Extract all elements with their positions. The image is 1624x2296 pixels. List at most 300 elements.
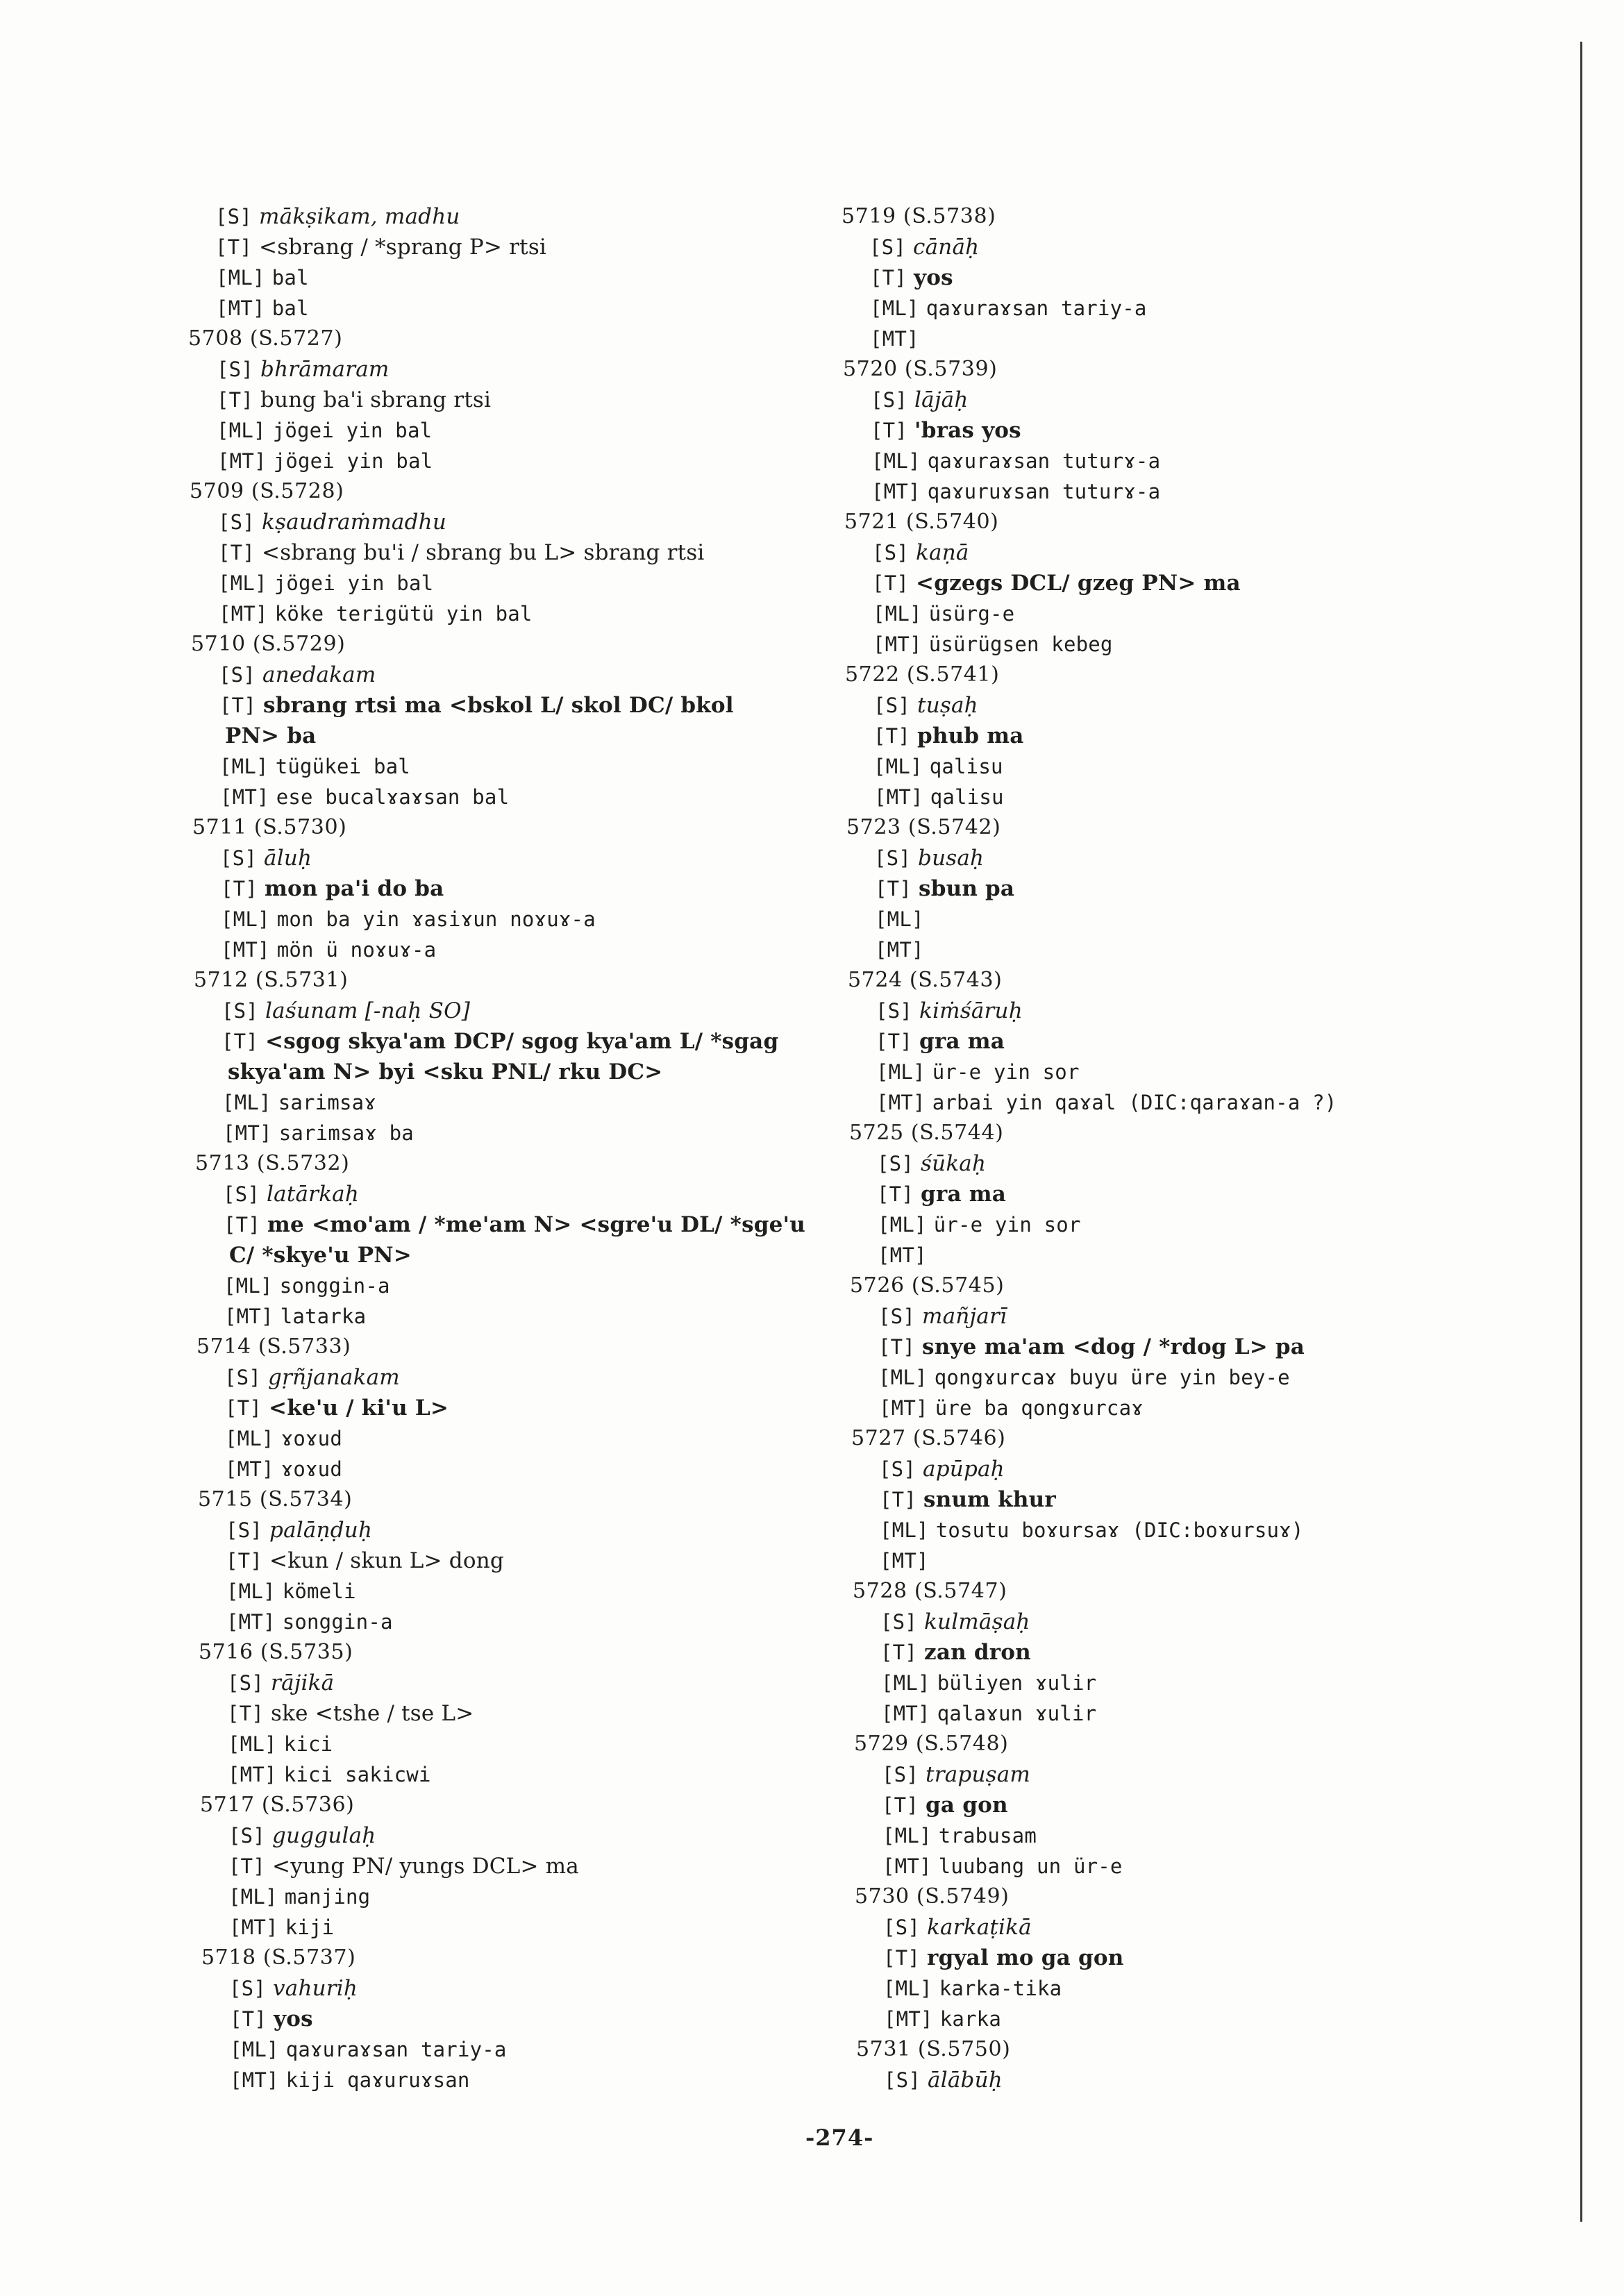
field-tag: [S] [883, 1916, 920, 1939]
right-column [842, 201, 1337, 2095]
entry-number [842, 2034, 1337, 2065]
field-tag: [ML] [226, 1579, 276, 1603]
field-line [187, 537, 805, 568]
field-value: sbun pa [919, 876, 1015, 901]
field-line [842, 446, 1337, 476]
field-tag: [ML] [876, 1060, 926, 1084]
entry-number-text: 5721 (S.5740) [844, 510, 999, 534]
field-tag: [S] [877, 1152, 914, 1175]
field-value: üsürg-e [928, 602, 1015, 626]
field-value: ese bucalɤaɤsan bal [276, 785, 510, 809]
field-line [187, 2065, 805, 2095]
field-tag: [T] [215, 235, 252, 259]
field-line [187, 1393, 805, 1423]
entry-number-text: 5730 (S.5749) [855, 1884, 1010, 1909]
field-tag: [T] [221, 1030, 258, 1053]
field-tag: [ML] [219, 755, 269, 778]
field-value: arbai yin qaɤal (DIC:qaraɤan-a ?) [932, 1091, 1337, 1114]
field-tag: [T] [875, 877, 912, 900]
entry-number-text: 5722 (S.5741) [845, 662, 1000, 687]
entry-number-text: 5725 (S.5744) [849, 1121, 1004, 1145]
field-value: ür-e yin sor [933, 1213, 1081, 1237]
entry-number-text: 5724 (S.5743) [848, 968, 1003, 992]
field-tag: [ML] [230, 2038, 279, 2061]
field-value: luubang un ür-e [938, 1854, 1123, 1878]
field-value: tügükei bal [275, 755, 410, 778]
field-line [842, 721, 1337, 751]
entry-number [187, 476, 805, 507]
field-line [842, 2065, 1337, 2095]
field-tag: [MT] [230, 2068, 279, 2092]
entry-number [187, 1332, 805, 1362]
field-value: mon ba yin ɤasiɤun noɤuɤ-a [276, 907, 596, 931]
field-value: köke terigütü yin bal [274, 602, 533, 626]
entry-number [842, 1423, 1337, 1454]
field-tag: [T] [224, 1213, 260, 1237]
field-value: snye ma'am <dog / *rdog L> pa [922, 1334, 1305, 1359]
field-value: anedakam [262, 662, 376, 687]
field-line [842, 1943, 1337, 1973]
field-line [187, 2004, 805, 2034]
field-value: guggulaḥ [272, 1823, 376, 1848]
field-line [842, 1790, 1337, 1820]
field-tag: [MT] [221, 938, 270, 962]
entry-number [842, 507, 1337, 537]
field-line [842, 690, 1337, 721]
field-value: kici [283, 1732, 333, 1756]
field-tag: [S] [224, 1366, 261, 1389]
field-value: kömeli [282, 1579, 356, 1603]
left-column [187, 201, 805, 2095]
field-line [187, 660, 805, 690]
field-tag: [T] [230, 2007, 267, 2031]
field-value: bal [271, 296, 309, 320]
field-line [842, 1087, 1337, 1118]
field-tag: [T] [882, 1793, 919, 1817]
field-value: śūkaḥ [921, 1151, 987, 1176]
entry-number-text: 5708 (S.5727) [188, 326, 343, 351]
field-tag: [MT] [880, 1549, 929, 1573]
field-line [842, 476, 1337, 507]
entry-number [842, 354, 1337, 385]
field-tag: [MT] [226, 1610, 276, 1634]
field-line [842, 262, 1337, 293]
field-tag: [ML] [880, 1518, 929, 1542]
field-value: jögei yin bal [274, 571, 434, 595]
field-value: sarimsaɤ [278, 1091, 376, 1114]
entry-number [187, 812, 805, 843]
field-tag: [T] [873, 724, 910, 748]
field-tag: [T] [872, 571, 909, 595]
field-line [842, 1148, 1337, 1179]
field-line [187, 996, 805, 1026]
entry-number [187, 1148, 805, 1179]
field-line [842, 1332, 1337, 1362]
entry-number [842, 965, 1337, 996]
field-tag: [S] [220, 846, 257, 870]
field-line [842, 2004, 1337, 2034]
field-line [842, 232, 1337, 262]
field-tag: [MT] [223, 1121, 272, 1145]
field-value: ɤoɤud [281, 1457, 343, 1481]
field-tag: [ML] [878, 1213, 927, 1237]
field-value: karkaṭikā [927, 1915, 1032, 1940]
field-value: jögei yin bal [273, 449, 433, 473]
field-line [187, 1668, 805, 1698]
field-line [842, 1820, 1337, 1851]
field-value: mākṣikam, madhu [259, 204, 460, 229]
field-line [842, 415, 1337, 446]
field-tag: [T] [877, 1182, 914, 1206]
field-line [842, 1454, 1337, 1484]
field-tag: [MT] [871, 480, 921, 503]
entry-number-text: 5709 (S.5728) [190, 479, 344, 503]
field-line [187, 1851, 805, 1882]
field-tag: [MT] [878, 1243, 927, 1267]
field-tag: [ML] [221, 907, 270, 931]
entry-number-text: 5713 (S.5732) [195, 1151, 350, 1175]
entry-number [187, 629, 805, 660]
field-tag: [S] [882, 1763, 919, 1786]
field-value: manjing [284, 1885, 371, 1909]
field-line [187, 354, 805, 385]
field-line [187, 1118, 805, 1148]
field-value: <gzegs DCL/ gzeg PN> ma [916, 571, 1241, 596]
field-value: trabusam [938, 1824, 1037, 1847]
field-tag: [MT] [882, 1854, 932, 1878]
field-line [842, 629, 1337, 660]
field-tag: [MT] [876, 1091, 926, 1114]
field-line [842, 1393, 1337, 1423]
field-line [187, 1882, 805, 1912]
field-value: apūpaḥ [923, 1457, 1005, 1482]
field-tag: [S] [880, 1610, 917, 1634]
field-value: kṣaudraṁmadhu [262, 510, 446, 535]
entry-number [187, 1637, 805, 1668]
entry-number [842, 1118, 1337, 1148]
field-tag: [T] [218, 541, 255, 564]
field-line [842, 1698, 1337, 1729]
field-line [187, 1973, 805, 2004]
field-tag: [S] [229, 1977, 266, 2000]
entry-number [842, 812, 1337, 843]
field-value: bal [271, 266, 309, 290]
field-line [187, 1607, 805, 1637]
field-line [842, 1545, 1337, 1576]
field-line [187, 843, 805, 873]
field-line [187, 1209, 805, 1240]
field-tag: [T] [219, 694, 256, 717]
field-line [187, 873, 805, 904]
field-value: jögei yin bal [272, 419, 433, 442]
field-value: kulmāṣaḥ [924, 1609, 1030, 1634]
field-tag: [MT] [879, 1396, 928, 1420]
field-tag: [S] [215, 205, 252, 228]
field-line [187, 232, 805, 262]
entry-number-text: 5715 (S.5734) [198, 1487, 353, 1511]
field-value: qaɤuraɤsan tariy-a [285, 2038, 507, 2061]
field-line [842, 782, 1337, 812]
field-line [842, 385, 1337, 415]
entry-number-text: 5710 (S.5729) [191, 632, 346, 656]
field-value: qalisu [929, 755, 1003, 778]
field-line [842, 996, 1337, 1026]
entry-number-text: 5711 (S.5730) [192, 815, 347, 839]
field-value: kiji qaɤuruɤsan [285, 2068, 470, 2092]
field-line [842, 1209, 1337, 1240]
field-line [842, 1484, 1337, 1515]
field-line [187, 1271, 805, 1301]
field-tag: [ML] [224, 1274, 273, 1298]
field-line [187, 1759, 805, 1790]
field-line [842, 537, 1337, 568]
field-line [842, 904, 1337, 935]
field-tag: [MT] [228, 1763, 277, 1786]
field-value: snum khur [923, 1487, 1056, 1512]
field-tag: [S] [226, 1518, 262, 1542]
field-tag: [T] [871, 419, 907, 442]
field-value: mon pa'i do ba [265, 876, 444, 901]
continuation-line [187, 721, 805, 751]
field-value: kici sakicwi [283, 1763, 431, 1786]
field-value: qaɤuraɤsan tariy-a [926, 296, 1147, 320]
field-tag: [ML] [870, 296, 919, 320]
field-tag: [S] [873, 694, 910, 717]
entry-number-text: 5723 (S.5742) [846, 815, 1001, 839]
field-tag: [S] [871, 388, 907, 412]
margin-rule [1580, 42, 1582, 2222]
field-tag: [ML] [228, 1732, 277, 1756]
field-line [842, 1668, 1337, 1698]
field-value: latarka [280, 1305, 367, 1328]
field-value: kiṁśāruḥ [919, 998, 1023, 1023]
field-line [842, 1759, 1337, 1790]
field-value: qaɤuraɤsan tuturɤ-a [927, 449, 1161, 473]
field-line [187, 751, 805, 782]
field-value: āluḥ [264, 846, 312, 871]
field-tag: [T] [878, 1335, 915, 1359]
field-line [842, 324, 1337, 354]
field-value: tuṣaḥ [917, 693, 978, 718]
field-line [187, 1362, 805, 1393]
field-value: ske <tshe / tse L> [271, 1701, 474, 1726]
field-line [842, 293, 1337, 324]
entry-number-text: 5731 (S.5750) [856, 2037, 1011, 2061]
field-value: zan dron [924, 1640, 1031, 1665]
field-value: üre ba qongɤurcaɤ [935, 1396, 1144, 1420]
field-line [187, 904, 805, 935]
field-tag: [T] [217, 388, 253, 412]
field-line [842, 751, 1337, 782]
entry-number-text: 5728 (S.5747) [853, 1579, 1007, 1603]
field-line [842, 1057, 1337, 1087]
field-tag: [S] [217, 358, 253, 381]
field-tag: [ML] [871, 449, 921, 473]
field-value: ga gon [926, 1793, 1008, 1818]
field-line [842, 1973, 1337, 2004]
entry-number [842, 201, 1337, 232]
field-value: qalisu [930, 785, 1004, 809]
entry-number [842, 1576, 1337, 1607]
field-value: cānāḥ [913, 235, 980, 260]
field-line [842, 1026, 1337, 1057]
field-tag: [S] [227, 1671, 264, 1695]
field-tag: [MT] [884, 2007, 933, 2031]
field-value: <yung PN/ yungs DCL> ma [272, 1854, 579, 1879]
entry-number [187, 1484, 805, 1515]
continuation-text: C/ *skye'u PN> [229, 1243, 412, 1268]
field-tag: [MT] [229, 1916, 278, 1939]
field-value: gra ma [919, 1029, 1005, 1054]
field-value: gṛñjanakam [268, 1365, 400, 1390]
field-tag: [ML] [228, 1885, 278, 1909]
field-value: trapuṣam [926, 1762, 1031, 1787]
field-line [842, 1912, 1337, 1943]
field-line [187, 2034, 805, 2065]
field-line [187, 1515, 805, 1545]
field-line [187, 262, 805, 293]
field-value: kiji [285, 1916, 335, 1939]
field-tag: [ML] [875, 907, 924, 931]
entry-number [842, 1729, 1337, 1759]
field-line [187, 690, 805, 721]
field-value: 'bras yos [914, 418, 1021, 443]
field-tag: [MT] [224, 1305, 274, 1328]
field-tag: [MT] [219, 602, 268, 626]
entry-number-text: 5712 (S.5731) [194, 968, 349, 992]
field-value: üsürügsen kebeg [928, 632, 1113, 656]
field-tag: [ML] [222, 1091, 271, 1114]
field-value: rājikā [271, 1670, 335, 1695]
field-line [842, 1179, 1337, 1209]
field-tag: [T] [880, 1488, 916, 1511]
field-tag: [S] [879, 1457, 916, 1481]
entry-number-text: 5727 (S.5746) [851, 1426, 1006, 1450]
entry-number [187, 324, 805, 354]
field-value: ālābūḥ [928, 2068, 1003, 2093]
field-line [187, 782, 805, 812]
field-value: qalaɤun ɤulir [937, 1702, 1097, 1725]
field-tag: [MT] [220, 785, 269, 809]
field-line [187, 507, 805, 537]
field-line [187, 446, 805, 476]
field-tag: [MT] [875, 938, 924, 962]
field-tag: [MT] [874, 785, 923, 809]
field-tag: [ML] [873, 755, 923, 778]
field-value: <kun / skun L> dong [269, 1548, 504, 1573]
entry-number-text: 5719 (S.5738) [842, 204, 996, 228]
field-value: me <mo'am / *me'am N> <sgre'u DL/ *sge'u [267, 1212, 805, 1237]
field-value: büliyen ɤulir [937, 1671, 1097, 1695]
field-tag: [MT] [217, 449, 267, 473]
page-number: -274- [805, 2125, 874, 2151]
field-value: mön ü noɤuɤ-a [276, 938, 437, 962]
field-value: laśunam [-naḥ SO] [265, 998, 470, 1023]
entry-number [842, 1271, 1337, 1301]
field-tag: [ML] [883, 1977, 932, 2000]
field-value: songgin-a [279, 1274, 390, 1298]
continuation-text: skya'am N> byi <sku PNL/ rku DC> [228, 1059, 663, 1084]
field-value: latārkaḥ [267, 1182, 360, 1207]
field-tag: [S] [221, 999, 258, 1023]
field-line [187, 385, 805, 415]
field-value: qaɤuruɤsan tuturɤ-a [927, 480, 1161, 503]
field-value: kaṇā [916, 540, 969, 565]
field-line [842, 935, 1337, 965]
field-value: ür-e yin sor [932, 1060, 1080, 1084]
field-tag: [S] [869, 235, 906, 259]
field-line [842, 873, 1337, 904]
field-value: lājāḥ [914, 387, 969, 412]
field-tag: [T] [876, 1030, 912, 1053]
field-line [842, 598, 1337, 629]
entry-number [187, 1790, 805, 1820]
field-line [187, 1301, 805, 1332]
field-line [187, 568, 805, 598]
entry-number-text: 5716 (S.5735) [199, 1640, 353, 1664]
field-tag: [S] [218, 510, 255, 534]
field-value: sarimsaɤ ba [278, 1121, 414, 1145]
field-value: <sbrang bu'i / sbrang bu L> sbrang rtsi [262, 540, 705, 565]
field-tag: [S] [884, 2068, 921, 2092]
field-tag: [S] [223, 1182, 260, 1206]
entry-number-text: 5718 (S.5737) [201, 1945, 356, 1970]
field-value: karka [939, 2007, 1002, 2031]
field-tag: [S] [878, 1305, 915, 1328]
field-line [842, 843, 1337, 873]
field-line [187, 598, 805, 629]
field-value: busaḥ [918, 846, 985, 871]
field-tag: [T] [225, 1396, 262, 1420]
field-line [842, 1637, 1337, 1668]
field-line [187, 1026, 805, 1057]
entry-number-text: 5729 (S.5748) [854, 1732, 1009, 1756]
field-tag: [S] [874, 846, 911, 870]
field-value: yos [914, 265, 953, 290]
field-value: palāṇḍuḥ [269, 1518, 373, 1543]
field-tag: [T] [227, 1702, 264, 1725]
field-line [842, 1362, 1337, 1393]
field-value: <ke'u / ki'u L> [269, 1396, 449, 1421]
field-line [842, 1851, 1337, 1882]
field-tag: [ML] [878, 1366, 928, 1389]
field-tag: [MT] [225, 1457, 274, 1481]
field-line [187, 1912, 805, 1943]
field-line [187, 935, 805, 965]
field-tag: [S] [228, 1824, 265, 1847]
field-value: songgin-a [282, 1610, 393, 1634]
field-value: sbrang rtsi ma <bskol L/ skol DC/ bkol [263, 693, 734, 718]
field-value: phub ma [917, 723, 1024, 748]
field-line [187, 293, 805, 324]
field-line [842, 1515, 1337, 1545]
field-tag: [MT] [881, 1702, 930, 1725]
field-line [187, 1454, 805, 1484]
field-line [187, 1698, 805, 1729]
field-value: <sgog skya'am DCP/ sgog kya'am L/ *sgag [265, 1029, 779, 1054]
field-tag: [ML] [216, 266, 265, 290]
field-tag: [T] [880, 1641, 917, 1664]
entry-number [842, 1882, 1337, 1912]
field-line [187, 201, 805, 232]
field-value: vahuriḥ [273, 1976, 358, 2001]
entry-number [842, 660, 1337, 690]
field-tag: [T] [883, 1946, 920, 1970]
field-line [187, 1576, 805, 1607]
field-tag: [S] [872, 541, 909, 564]
field-tag: [T] [221, 877, 258, 900]
field-value: bhrāmaram [260, 357, 390, 382]
